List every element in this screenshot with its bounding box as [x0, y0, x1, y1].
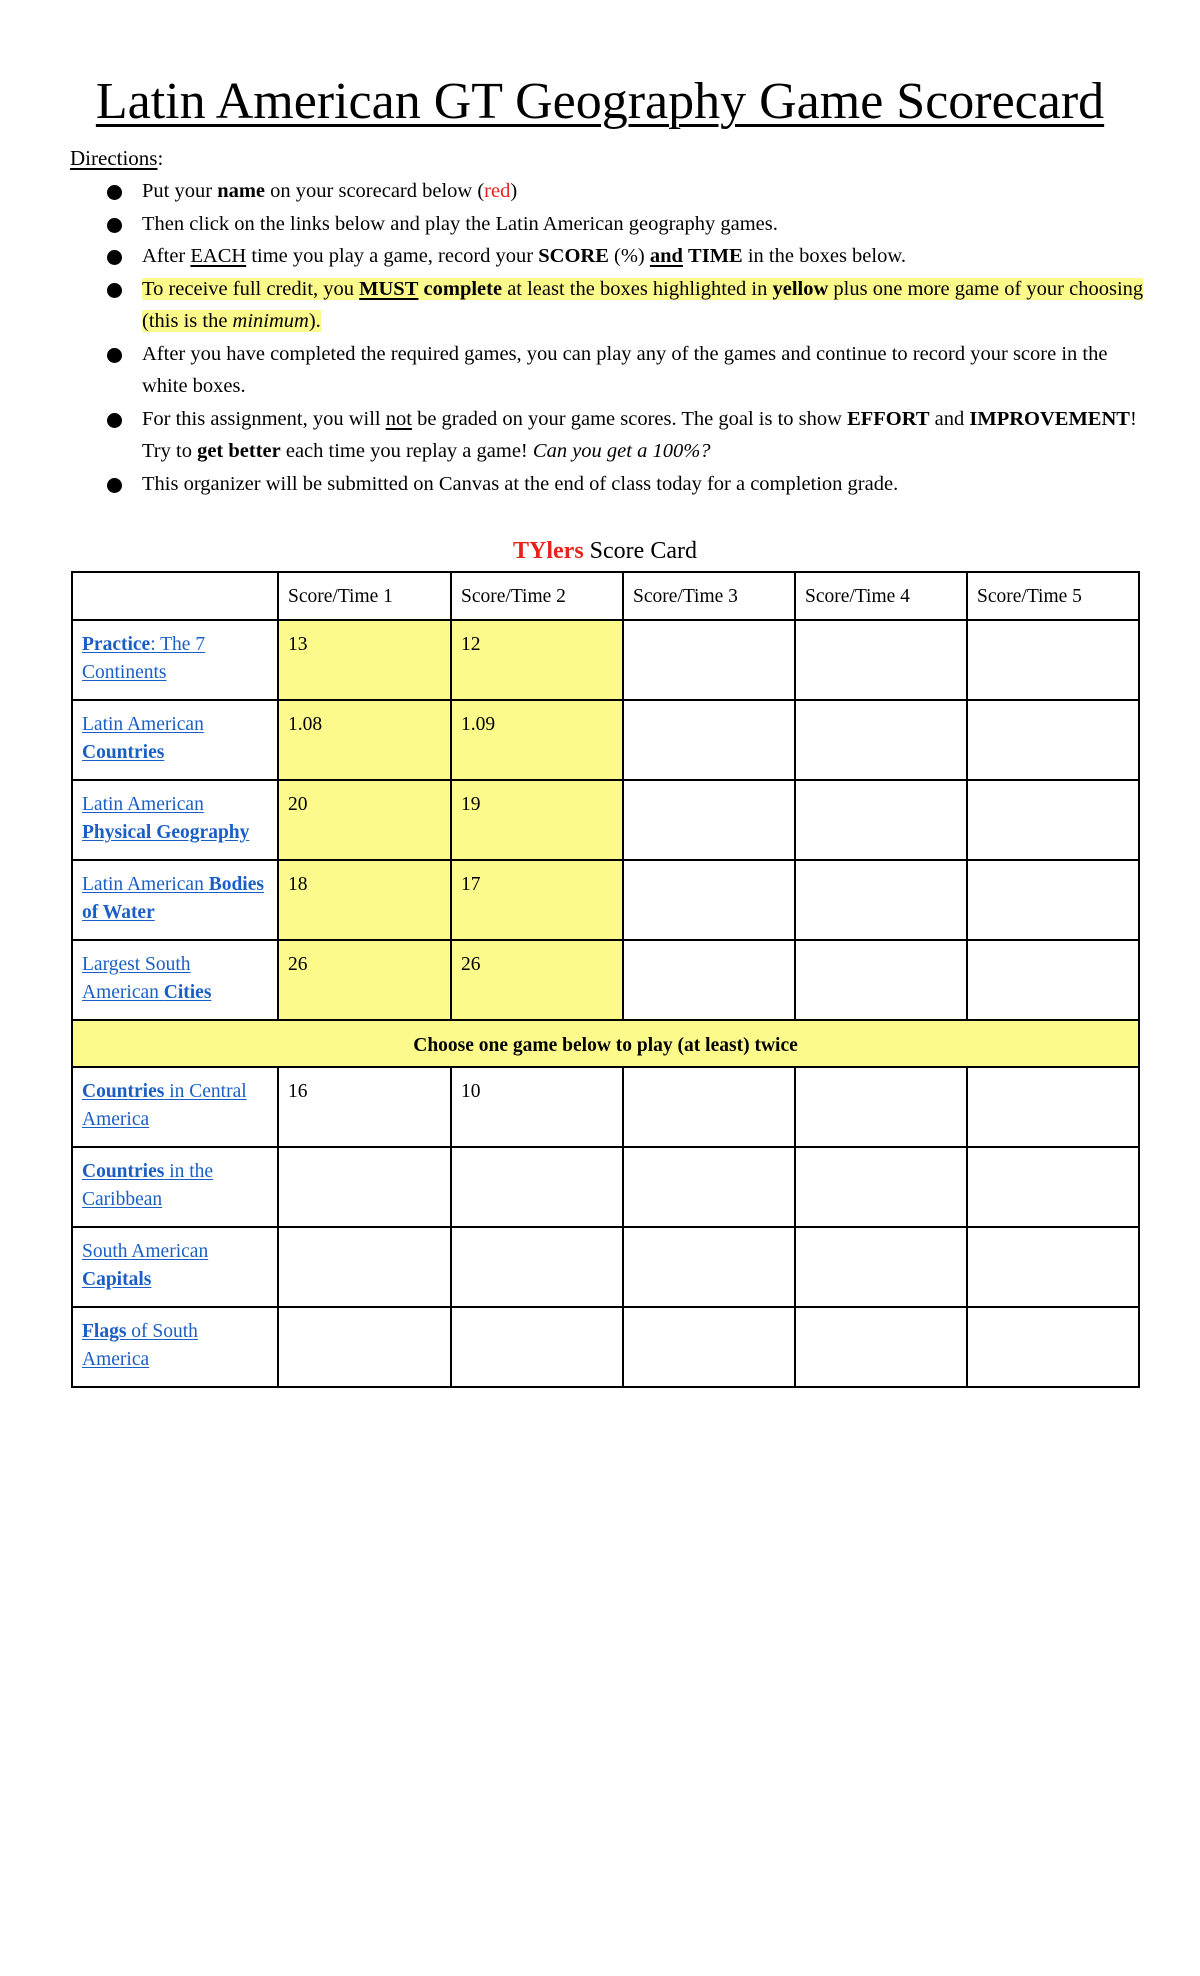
game-link-text: Latin American	[82, 714, 204, 735]
text-run: and	[649, 245, 683, 267]
game-link-cell	[72, 780, 278, 860]
score-time-cell[interactable]	[795, 940, 967, 1020]
score-time-cell[interactable]	[795, 1307, 967, 1387]
bullet-icon	[107, 218, 122, 233]
game-link-text: Practice	[82, 634, 151, 655]
bullet-icon	[107, 348, 122, 363]
directions-label	[70, 146, 163, 171]
score-time-cell[interactable]	[795, 620, 967, 700]
score-time-cell[interactable]	[795, 860, 967, 940]
score-time-cell[interactable]	[623, 620, 795, 700]
game-link[interactable]	[82, 954, 211, 1003]
optional-game-row	[72, 1227, 1139, 1307]
score-time-cell[interactable]: 1.08	[278, 700, 451, 780]
score-time-cell[interactable]	[967, 700, 1139, 780]
score-time-cell[interactable]	[623, 1227, 795, 1307]
text-run: at least the boxes highlighted in	[502, 277, 773, 300]
text-run: ).	[308, 310, 321, 332]
required-game-row	[72, 940, 1139, 1020]
score-time-cell[interactable]: 26	[278, 940, 451, 1020]
directions-list	[70, 175, 1150, 500]
game-link-cell	[72, 1067, 278, 1147]
score-time-cell[interactable]: 10	[451, 1067, 623, 1147]
optional-game-row	[72, 1307, 1139, 1387]
score-time-cell[interactable]	[278, 1307, 451, 1387]
header-row	[72, 572, 1139, 620]
text-run: and	[929, 407, 970, 430]
score-card-label: Score Card	[583, 538, 697, 564]
score-time-cell[interactable]: 12	[451, 620, 623, 700]
student-name: TYlers	[513, 538, 584, 564]
game-link[interactable]	[82, 874, 264, 923]
game-link-text: Flags	[82, 1321, 127, 1342]
bullet-icon	[107, 478, 122, 493]
score-table-body	[72, 572, 1139, 1387]
score-time-cell[interactable]	[967, 1227, 1139, 1307]
score-time-cell[interactable]	[967, 940, 1139, 1020]
score-time-cell[interactable]: 26	[451, 940, 623, 1020]
text-run: For this assignment, you will	[142, 407, 386, 430]
text-run: This organizer will be submitted on Canvas at the end of class today for a completion grade.	[142, 472, 899, 495]
score-time-cell[interactable]: 19	[451, 780, 623, 860]
text-run: yellow	[772, 277, 829, 300]
header-cell: Score/Time 4	[795, 572, 967, 620]
game-link[interactable]	[82, 1321, 198, 1370]
game-link-cell	[72, 700, 278, 780]
game-link-text: Largest South American	[82, 954, 191, 1003]
text-run: SCORE	[538, 245, 609, 267]
score-time-cell[interactable]	[967, 1147, 1139, 1227]
text-run: MUST	[359, 277, 419, 300]
game-link-text: Bodies of Water	[82, 874, 264, 923]
game-link-cell	[72, 620, 278, 700]
game-link-text: Cities	[163, 982, 212, 1003]
score-time-cell[interactable]: 18	[278, 860, 451, 940]
score-time-cell[interactable]	[967, 860, 1139, 940]
game-link-cell	[72, 940, 278, 1020]
header-cell: Score/Time 5	[967, 572, 1139, 620]
bullet-icon	[107, 185, 122, 200]
game-link-cell	[72, 1147, 278, 1227]
score-time-cell[interactable]	[623, 700, 795, 780]
game-link-text: Countries	[82, 1081, 165, 1102]
required-game-row	[72, 780, 1139, 860]
required-game-row	[72, 860, 1139, 940]
game-link-text: Capitals	[82, 1269, 152, 1290]
game-link-text: Countries	[82, 1161, 165, 1182]
score-time-cell[interactable]	[967, 620, 1139, 700]
optional-game-row	[72, 1147, 1139, 1227]
text-run: Put your	[142, 180, 218, 202]
game-link[interactable]	[82, 634, 205, 683]
required-game-row	[72, 620, 1139, 700]
game-link-text: Countries	[82, 742, 165, 763]
bullet-icon	[107, 413, 122, 428]
score-time-cell[interactable]	[623, 860, 795, 940]
header-cell: Score/Time 3	[623, 572, 795, 620]
score-time-cell[interactable]	[967, 1307, 1139, 1387]
text-run: not	[385, 407, 412, 430]
text-run: EFFORT	[847, 407, 930, 430]
game-link-text: : The 7 Continents	[82, 634, 206, 683]
text-run: Then click on the links below and play the Latin American geography games.	[142, 212, 778, 235]
direction-item	[70, 208, 1150, 241]
directions-colon: :	[157, 146, 164, 170]
game-link-text: of South America	[82, 1321, 198, 1370]
score-time-cell[interactable]	[451, 1227, 623, 1307]
game-link[interactable]	[82, 1241, 208, 1290]
text-run: To receive full credit, you	[142, 277, 360, 300]
text-run: minimum	[232, 310, 309, 332]
game-link[interactable]	[82, 714, 204, 763]
bullet-icon	[107, 250, 122, 265]
score-time-cell[interactable]: 17	[451, 860, 623, 940]
direction-item	[70, 175, 1150, 208]
score-time-cell[interactable]	[795, 780, 967, 860]
score-time-cell[interactable]	[967, 1067, 1139, 1147]
direction-item	[70, 338, 1150, 403]
score-time-cell[interactable]: 16	[278, 1067, 451, 1147]
header-cell	[72, 572, 278, 620]
text-run: time you play a game, record your	[246, 245, 539, 267]
game-link-cell	[72, 860, 278, 940]
page-title: Latin American GT Geography Game Scorecard	[95, 73, 1105, 130]
text-run: in the boxes below.	[742, 245, 906, 267]
score-time-cell[interactable]	[278, 1147, 451, 1227]
score-time-cell[interactable]	[623, 780, 795, 860]
text-run: each time you replay a game!	[280, 440, 533, 462]
text-run: TIME	[688, 245, 743, 267]
directions-heading: Directions	[70, 146, 158, 170]
text-run: )	[510, 180, 518, 202]
score-time-cell[interactable]	[795, 700, 967, 780]
game-link-text: in Central America	[82, 1081, 247, 1130]
text-run: plus one more game of your choosing (this is the	[142, 277, 1144, 332]
score-time-cell[interactable]	[451, 1307, 623, 1387]
score-time-cell[interactable]	[795, 1227, 967, 1307]
direction-item	[70, 240, 1150, 273]
text-run: (%)	[608, 245, 650, 267]
score-table	[71, 571, 1140, 1388]
score-time-cell[interactable]	[795, 1067, 967, 1147]
score-card-title	[0, 538, 1200, 565]
header-cell: Score/Time 2	[451, 572, 623, 620]
score-time-cell[interactable]	[795, 1147, 967, 1227]
score-time-cell[interactable]	[451, 1147, 623, 1227]
score-time-cell[interactable]: 1.09	[451, 700, 623, 780]
header-cell: Score/Time 1	[278, 572, 451, 620]
choose-game-banner: Choose one game below to play (at least) twice	[72, 1020, 1139, 1067]
text-run: Can you get a 100%?	[532, 440, 711, 462]
game-link-text: Physical Geography	[82, 822, 250, 843]
text-run: ! Try to	[142, 407, 1137, 462]
score-time-cell[interactable]	[623, 940, 795, 1020]
text-run: be graded on your game scores. The goal is to show	[411, 407, 848, 430]
text-run: EACH	[190, 245, 247, 267]
text-run: complete	[423, 277, 503, 300]
direction-item	[70, 403, 1150, 468]
text-run: After you have completed the required games, you can play any of the games and continue to record your score in the white boxes.	[142, 342, 1108, 397]
game-link-text: in the Caribbean	[82, 1161, 214, 1210]
text-run: on your scorecard below (	[265, 180, 485, 202]
score-time-cell[interactable]: 20	[278, 780, 451, 860]
game-link-cell	[72, 1227, 278, 1307]
game-link-text: South American	[82, 1241, 209, 1262]
text-run: After	[142, 245, 191, 267]
direction-item-highlighted	[70, 273, 1150, 338]
score-time-cell[interactable]: 13	[278, 620, 451, 700]
text-run: name	[217, 180, 266, 202]
game-link[interactable]	[82, 794, 249, 843]
direction-item	[70, 468, 1150, 501]
score-time-cell[interactable]	[967, 780, 1139, 860]
score-time-cell[interactable]	[623, 1067, 795, 1147]
game-link[interactable]	[82, 1081, 247, 1130]
game-link-cell	[72, 1307, 278, 1387]
game-link[interactable]	[82, 1161, 213, 1210]
text-run: red	[484, 180, 511, 202]
text-run: IMPROVEMENT	[969, 407, 1130, 430]
score-time-cell[interactable]	[278, 1227, 451, 1307]
bullet-icon	[107, 283, 122, 298]
score-time-cell[interactable]	[623, 1307, 795, 1387]
text-run: get better	[197, 440, 281, 462]
optional-game-row	[72, 1067, 1139, 1147]
game-link-text: Latin American	[82, 794, 204, 815]
required-game-row	[72, 700, 1139, 780]
choose-row	[72, 1020, 1139, 1067]
game-link-text: Latin American	[82, 874, 209, 895]
score-time-cell[interactable]	[623, 1147, 795, 1227]
